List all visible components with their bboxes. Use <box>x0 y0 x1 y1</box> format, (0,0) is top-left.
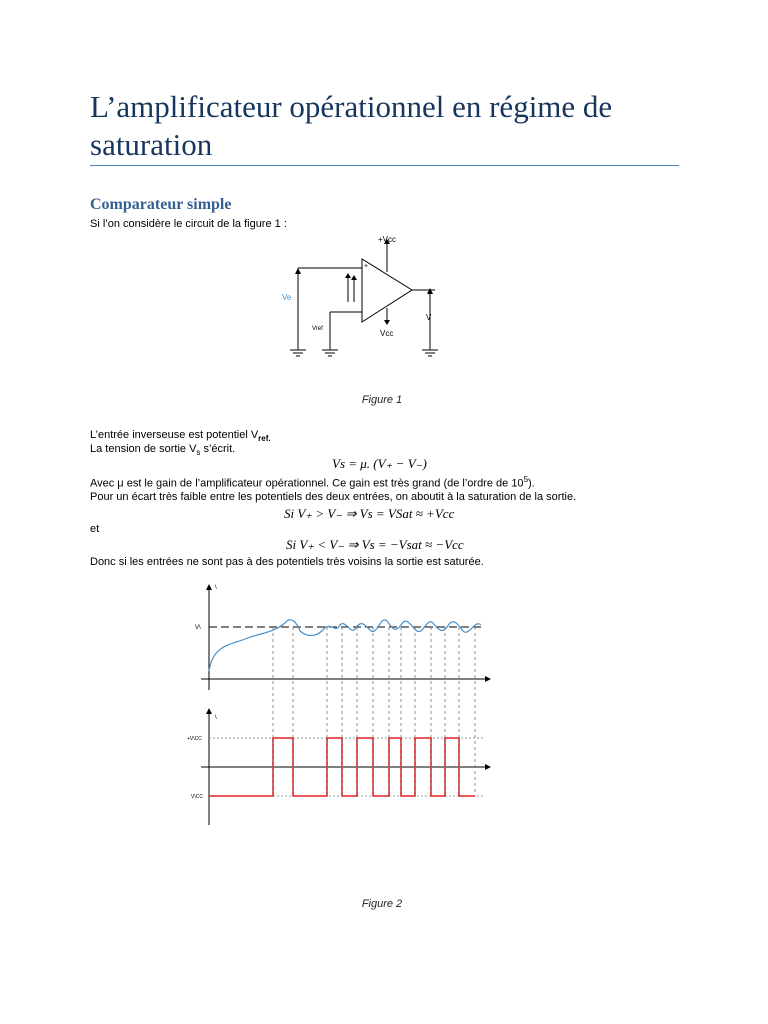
bottom-axis-label: \ <box>215 715 217 721</box>
plus-pin-label: + <box>364 263 369 270</box>
bottom-pos-label: +V\CC <box>187 736 202 742</box>
gain-equation: Vs = μ. (V₊ − V₋) <box>332 456 427 471</box>
title-divider <box>90 165 679 166</box>
negative-saturation-equation: Si V₊ < V₋ ⇒ Vs = −Vsat ≈ −Vcc <box>286 537 464 552</box>
top-ref-label: V\ <box>195 625 201 631</box>
positive-saturation-equation: Si V₊ > V₋ ⇒ Vs = VSat ≈ +Vcc <box>284 506 455 521</box>
figure2-caption: Figure 2 <box>361 898 403 910</box>
vcc-pos-label: +Vcc <box>378 235 397 244</box>
vout-label: V <box>426 313 432 322</box>
figure1-circuit <box>270 232 470 362</box>
intro-text: Si l’on considère le circuit de la figure 1 : <box>90 218 287 230</box>
section-heading: Comparateur simple <box>90 196 232 213</box>
ve-label: Ve <box>282 293 292 302</box>
figure2-waveforms <box>185 575 505 835</box>
top-axis-label: \ <box>215 585 217 591</box>
page-title: L’amplificateur opérationnel en régime de saturation <box>90 89 613 162</box>
bottom-neg-label: V\CC <box>191 794 203 800</box>
et-text: et <box>90 523 100 535</box>
vref-label: Vref <box>312 326 323 332</box>
vcc-neg-label: Vcc <box>380 329 394 338</box>
output-voltage-text: La tension de sortie $V_s$ s’écrit. <box>90 443 236 458</box>
figure1-caption: Figure 1 <box>361 394 403 406</box>
inverting-input-text: L’entrée inverseuse est potentiel $V_{ref.}$ <box>90 429 271 444</box>
saturation-text: Pour un écart très faible entre les potentiels des deux entrées, on aboutit à la saturation de la sortie. <box>90 491 577 503</box>
gain-text: Avec μ est le gain de l’amplificateur opérationnel. Ce gain est très grand (de l’ordre de $10^5$). <box>90 475 535 490</box>
conclusion-text: Donc si les entrées ne sont pas à des potentiels très voisins la sortie est saturée. <box>90 556 484 568</box>
